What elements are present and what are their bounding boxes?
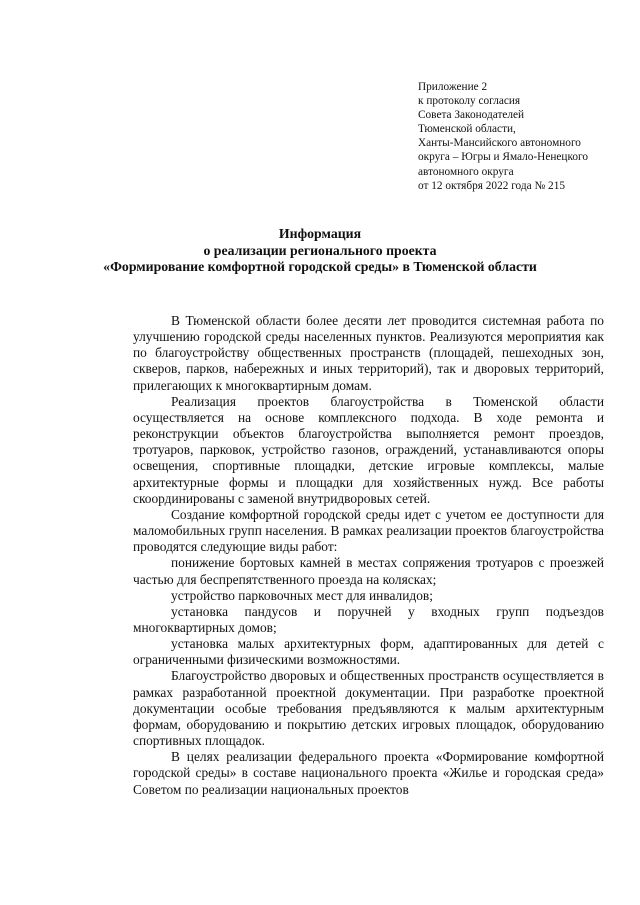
paragraph: Создание комфортной городской среды идет с учетом ее доступности для маломобильных групп населения. В рамках реализации проектов благоустройства проводятся следующие виды работ: [133,506,604,555]
title-line: о реализации регионального проекта [203,242,437,258]
appendix-line: Совета Законодателей [418,109,525,122]
appendix-line: от 12 октября 2022 года № 215 [418,179,565,192]
list-item: понижение бортовых камней в местах сопряжения тротуаров с проезжей частью для беспрепятственного проезда на колясках; [133,555,604,587]
title-line: Информация [278,226,362,241]
list-item: устройство парковочных мест для инвалидов; [171,587,433,603]
paragraph: В Тюменской области более десяти лет проводится системная работа по улучшению городской среды населенных пунктов. Реализуются мероприятия как по благоустройству общественных пространств (площадей, пешеходных зон, скверов, парков, набережных и иных территорий), так и дворовых территорий, прилегающих к многоквартирным домам. [133,313,604,393]
document-body [133,313,604,798]
paragraph: В целях реализации федерального проекта «Формирование комфортной городской среды» в составе национального проекта «Жилье и городская среда» Советом по реализации национальных проектов [133,749,604,797]
appendix-line: Приложение 2 [418,81,488,93]
list-item: установка малых архитектурных форм, адаптированных для детей с ограниченными физическими возможностями. [133,636,604,668]
paragraph: Реализация проектов благоустройства в Тюменской области осуществляется на основе комплексного подхода. В ходе ремонта и реконструкции объектов благоустройства выполняется ремонт проездов, тротуаров, парковок, устройство газонов, ограждений, устанавливаются опоры освещения, спортивные площадки, детские игровые комплексы, малые архитектурные формы и площадки для хозяйственных нужд. Все работы скоординированы с заменой внутридворовых сетей. [133,393,604,506]
paragraph: Благоустройство дворовых и общественных пространств осуществляется в рамках разработанной проектной документации. При разработке проектной документации особые требования предъявляются к малым архитектурным формам, оборудованию и покрытию детских игровых площадок, оборудованию спортивных площадок. [133,668,604,749]
title-line: «Формирование комфортной городской среды» в Тюменской области [103,259,537,274]
document-title [100,226,540,276]
appendix-line: Тюменской области, [418,123,516,136]
appendix-header [418,80,628,193]
appendix-line: к протоколу согласия [418,95,521,108]
appendix-line: Ханты-Мансийского автономного [418,137,581,150]
appendix-line: автономного округа [418,165,514,178]
appendix-line: округа – Югры и Ямало-Ненецкого [418,151,589,164]
list-item: установка пандусов и поручней у входных групп подъездов многоквартирных домов; [133,603,604,635]
